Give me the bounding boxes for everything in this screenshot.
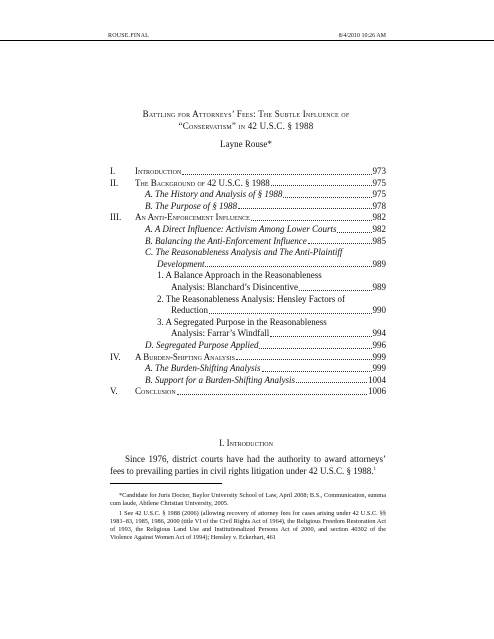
toc-leader (283, 190, 371, 198)
toc-leader (177, 387, 367, 395)
toc-leader (182, 167, 371, 175)
toc-page-number: 999 (372, 363, 386, 374)
toc-leader (337, 225, 371, 233)
toc-page-number: 1004 (368, 374, 386, 385)
section-heading: I. Introduction (219, 438, 273, 448)
toc-entry: 1. A Balance Approach in the Reasonableness (157, 270, 322, 281)
toc-entry: Development (157, 258, 205, 269)
toc-row (110, 178, 386, 190)
toc-entry: Introduction (135, 166, 182, 176)
footnotes (110, 492, 386, 544)
toc-entry: 2. The Reasonableness Analysis: Hensley Factors of (157, 293, 346, 304)
toc-page-number: 982 (372, 223, 386, 234)
toc-leader (299, 283, 372, 291)
toc-entry: B. Balancing the Anti-Enforcement Influence (145, 235, 307, 246)
toc-row (110, 247, 386, 259)
toc-row (110, 259, 386, 271)
toc-row (110, 201, 386, 213)
header-filename: ROUSE.FINAL (108, 33, 150, 39)
footnote: *Candidate for Juris Doctor, Baylor University School of Law, April 2008; B.S., Communication, summa cum laude, Abilene Christian University, 2005. (110, 492, 386, 507)
toc-page-number: 975 (372, 189, 386, 200)
toc-entry: A. A Direct Influence: Activism Among Lower Courts (145, 223, 337, 234)
toc-page-number: 975 (372, 177, 386, 188)
author-name: Layne Rouse* (220, 139, 272, 149)
toc-page-number: 1006 (368, 386, 386, 397)
title-line-1: Battling for Attorneys’ Fees: The Subtle Influence of (142, 109, 350, 119)
toc-row (110, 166, 386, 178)
toc-entry: Conclusion (135, 386, 176, 397)
toc-leader (262, 364, 372, 372)
toc-entry: A. The Burden-Shifting Analysis (145, 363, 261, 374)
toc-page-number: 996 (372, 339, 386, 350)
toc-row (110, 317, 386, 329)
toc-row (110, 352, 386, 364)
toc-page-number: 973 (372, 166, 386, 176)
toc-number: I. (110, 166, 116, 176)
toc-entry: B. The Purpose of § 1988 (145, 200, 237, 211)
toc-entry: C. The Reasonableness Analysis and The Anti-Plaintiff (145, 247, 343, 258)
toc-entry: The Background of 42 U.S.C. § 1988 (135, 177, 270, 188)
toc-row (110, 294, 386, 306)
toc-leader (251, 213, 372, 221)
toc-entry: Analysis: Farrar’s Windfall (171, 328, 270, 339)
toc-entry: D. Segregated Purpose Applied (145, 339, 259, 350)
toc-page-number: 985 (372, 235, 386, 246)
toc-page-number: 994 (372, 328, 386, 339)
article-title (110, 108, 382, 132)
toc-entry: An Anti-Enforcement Influence (135, 212, 250, 223)
toc-leader (270, 329, 371, 337)
toc-page-number: 989 (372, 258, 386, 269)
toc-entry: A. The History and Analysis of § 1988 (145, 189, 283, 200)
toc-row (110, 236, 386, 248)
toc-leader (308, 236, 372, 244)
toc-page-number: 999 (372, 351, 386, 362)
title-line-2: “Conservatism” in 42 U.S.C. § 1988 (178, 121, 314, 131)
toc-row (110, 282, 386, 294)
toc-page-number: 978 (372, 200, 386, 211)
toc-row (110, 375, 386, 387)
toc-row (110, 224, 386, 236)
toc-number: IV. (110, 351, 121, 362)
toc-leader (296, 375, 367, 383)
page-header (0, 0, 494, 41)
toc-entry: B. Support for a Burden-Shifting Analysis (145, 374, 295, 385)
toc-number: II. (110, 177, 119, 188)
toc-page-number: 982 (372, 212, 386, 223)
toc-leader (236, 352, 372, 360)
body-text: Since 1976, district courts have had the authority to award attorneys’ fees to prevailing parties in civil rights litigation under 42 U.S.C. § 1988. (110, 454, 386, 476)
toc-page-number: 989 (372, 281, 386, 292)
toc-number: III. (110, 212, 122, 223)
toc-entry: Analysis: Blanchard’s Disincentive (171, 281, 298, 292)
toc-leader (238, 201, 372, 209)
header-timestamp: 8/4/2010 10:26 AM (338, 33, 386, 39)
toc-entry: 3. A Segregated Purpose in the Reasonableness (157, 316, 327, 327)
toc-leader (271, 178, 372, 186)
toc-entry: Reduction (171, 305, 208, 316)
toc-row (110, 305, 386, 317)
toc-row (110, 340, 386, 352)
toc-page-number: 990 (372, 305, 386, 316)
toc-number: V. (110, 386, 118, 397)
toc-row (110, 212, 386, 224)
toc-row (110, 386, 386, 398)
body-paragraph (110, 453, 386, 477)
toc-row (110, 363, 386, 375)
footnote-divider (110, 483, 222, 484)
footnote: 1 See 42 U.S.C. § 1988 (2006) (allowing recovery of attorney fees for cases arising under 42 U.S.C. §§ 1981–83, 1985, 1986, 2000 (title VI of the Civil Rights Act of 1964), the Religious Freedom Restoration Act of 1993, the Religious Land Use and Institutionalized Persons Act of 2000, and section 40302 of the Violence Against Women Act of 1994); Hensley v. Eckerhart, 461 (110, 510, 386, 541)
toc-row (110, 270, 386, 282)
toc-entry: A Burden-Shifting Analysis (135, 351, 235, 362)
toc-row (110, 189, 386, 201)
toc-leader (205, 259, 371, 267)
toc-leader (209, 306, 372, 314)
footnote-ref: 1 (373, 467, 376, 472)
toc-row (110, 328, 386, 340)
table-of-contents (110, 166, 386, 398)
toc-leader (259, 341, 371, 349)
